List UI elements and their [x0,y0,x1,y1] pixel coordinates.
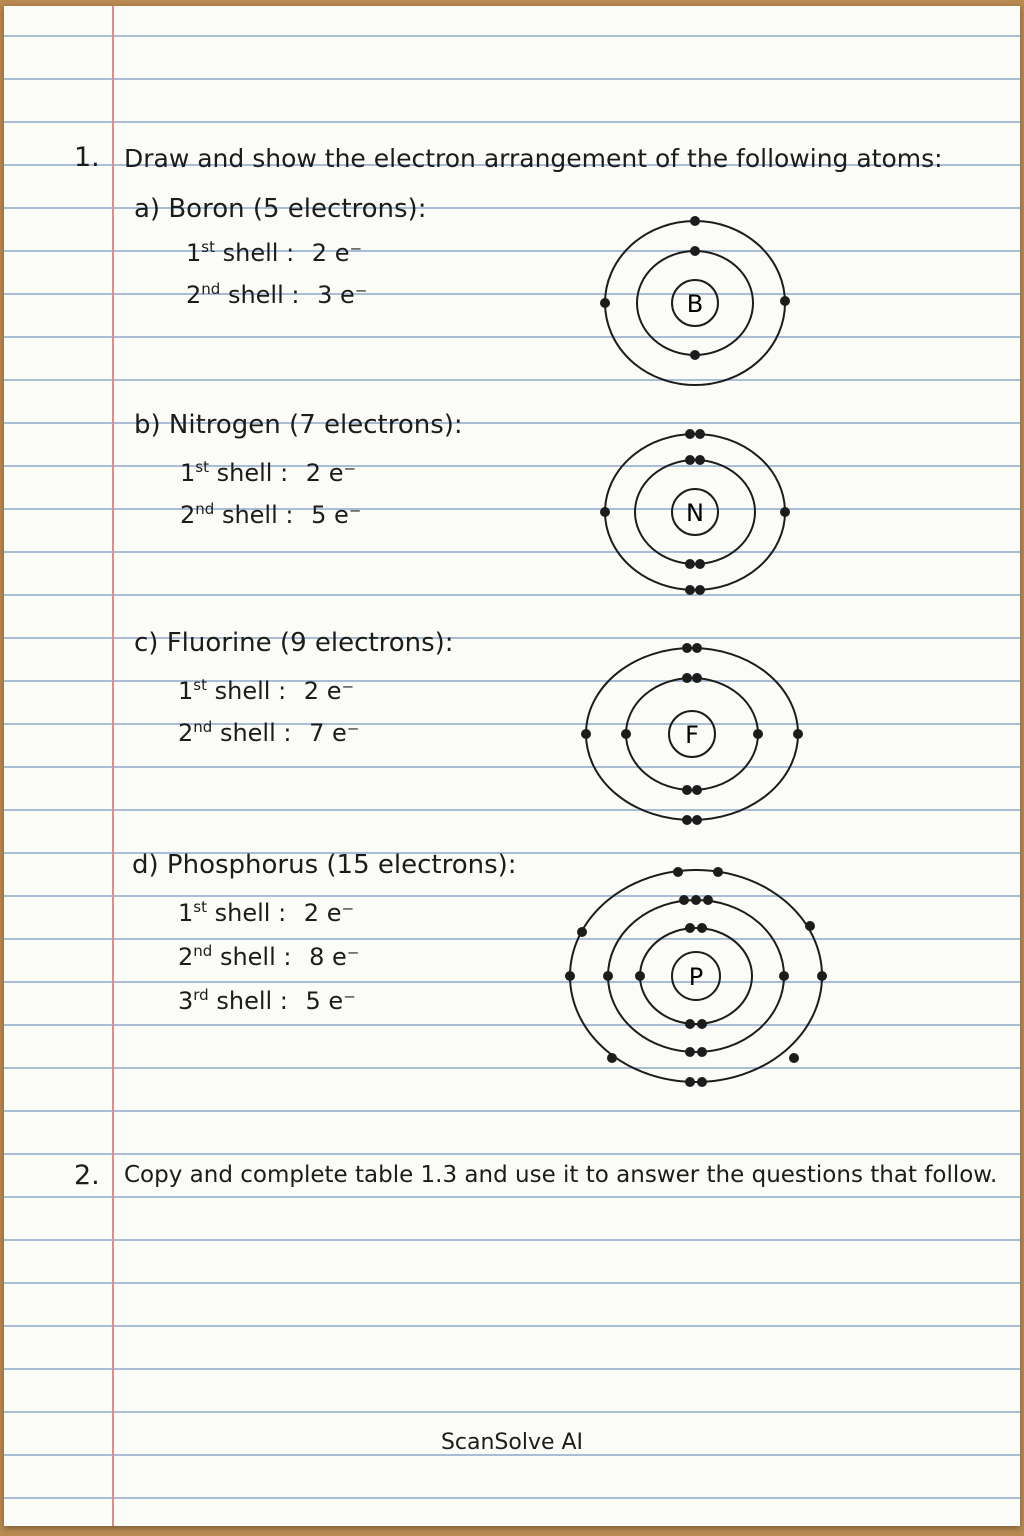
electron [692,815,702,825]
electron [682,815,692,825]
element-symbol: F [685,721,699,749]
shell-ordinal-suffix: st [193,676,207,694]
electron [685,559,695,569]
part-a-heading: a) Boron (5 electrons): [134,194,427,224]
part-c-shell-2 [178,720,359,745]
electron [603,971,613,981]
element-symbol: N [686,499,704,527]
electron [817,971,827,981]
fluorine-atom-diagram [576,634,816,834]
shell-ordinal-suffix: nd [195,500,215,518]
shell-value: 7 e⁻ [309,719,360,747]
shell-ordinal: 2 [178,719,194,747]
shell-label: shell : [222,239,295,267]
shell-value: 2 e⁻ [311,239,363,267]
part-d-shell-3 [178,988,356,1013]
shell-value: 2 e⁻ [305,459,357,487]
shell-value: 8 e⁻ [309,943,360,971]
element-symbol: B [686,290,704,318]
part-a-shell-1 [186,240,362,265]
electron [679,895,689,905]
part-d-shell-2 [178,944,359,969]
electron [581,729,591,739]
notebook-page [4,6,1020,1526]
electron [692,785,702,795]
shell-ordinal: 2 [180,501,196,529]
shell-ordinal: 1 [178,899,194,927]
electron [695,585,705,595]
part-d-shell-1 [178,900,354,925]
shell-label: shell : [221,501,294,529]
shell-ordinal: 3 [178,987,194,1015]
electron [577,927,587,937]
electron [682,643,692,653]
shell-ordinal: 1 [178,677,194,705]
electron [793,729,803,739]
shell-ordinal-suffix: st [201,238,215,256]
shell-ordinal-suffix: nd [201,280,221,298]
shell-label: shell : [227,281,300,309]
boron-atom-diagram [590,208,800,398]
electron [685,585,695,595]
electron [685,455,695,465]
shell-value: 3 e⁻ [317,281,368,309]
part-b-shell-1 [180,460,356,485]
shell-label: shell : [219,943,292,971]
electron [697,923,707,933]
electron [780,507,790,517]
footer-watermark: ScanSolve AI [440,1430,584,1455]
shell-value: 2 e⁻ [303,677,355,705]
shell-ordinal: 2 [186,281,202,309]
part-c-shell-1 [178,678,354,703]
electron [789,1053,799,1063]
electron [692,643,702,653]
electron [685,1077,695,1087]
shell-label: shell : [216,987,288,1015]
electron [753,729,763,739]
electron [635,971,645,981]
electron [682,785,692,795]
shell-value: 2 e⁻ [303,899,355,927]
shell-label: shell : [214,899,287,927]
electron [685,429,695,439]
electron [682,673,692,683]
electron [695,455,705,465]
shell-ordinal-suffix: nd [193,718,213,736]
electron [690,216,700,226]
shell-ordinal-suffix: nd [193,942,213,960]
shell-ordinal: 2 [178,943,194,971]
shell-ordinal: 1 [186,239,202,267]
electron [805,921,815,931]
shell-label: shell : [216,459,289,487]
electron [673,867,683,877]
shell-ordinal-suffix: st [195,458,209,476]
electron [780,296,790,306]
electron [692,673,702,683]
electron [695,559,705,569]
electron [697,1047,707,1057]
electron [685,1047,695,1057]
phosphorus-atom-diagram [560,858,836,1108]
question-2-text: Copy and complete table 1.3 and use it to answer the questions that follow. [124,1162,998,1188]
element-symbol: P [688,963,704,991]
shell-ordinal-suffix: st [193,898,207,916]
shell-label: shell : [214,677,287,705]
electron [697,1077,707,1087]
electron [690,350,700,360]
part-b-shell-2 [180,502,361,527]
shell-value: 5 e⁻ [305,987,356,1015]
nitrogen-atom-diagram [590,424,800,614]
electron [691,895,701,905]
electron [621,729,631,739]
part-a-shell-2 [186,282,367,307]
question-1-text: Draw and show the electron arrangement of the following atoms: [124,144,943,173]
question-1-number: 1. [74,142,100,173]
question-2-number: 2. [74,1160,100,1191]
shell-ordinal: 1 [180,459,196,487]
shell-value: 5 e⁻ [311,501,362,529]
part-d-heading: d) Phosphorus (15 electrons): [132,850,517,880]
shell-ordinal-suffix: rd [193,986,209,1004]
electron [600,507,610,517]
electron [600,298,610,308]
electron [713,867,723,877]
electron [685,1019,695,1029]
part-b-heading: b) Nitrogen (7 electrons): [134,410,463,440]
electron [779,971,789,981]
electron [685,923,695,933]
electron [690,246,700,256]
electron [695,429,705,439]
electron [697,1019,707,1029]
shell-label: shell : [219,719,292,747]
margin-line [112,6,114,1526]
electron [565,971,575,981]
electron [703,895,713,905]
part-c-heading: c) Fluorine (9 electrons): [134,628,454,658]
electron [607,1053,617,1063]
